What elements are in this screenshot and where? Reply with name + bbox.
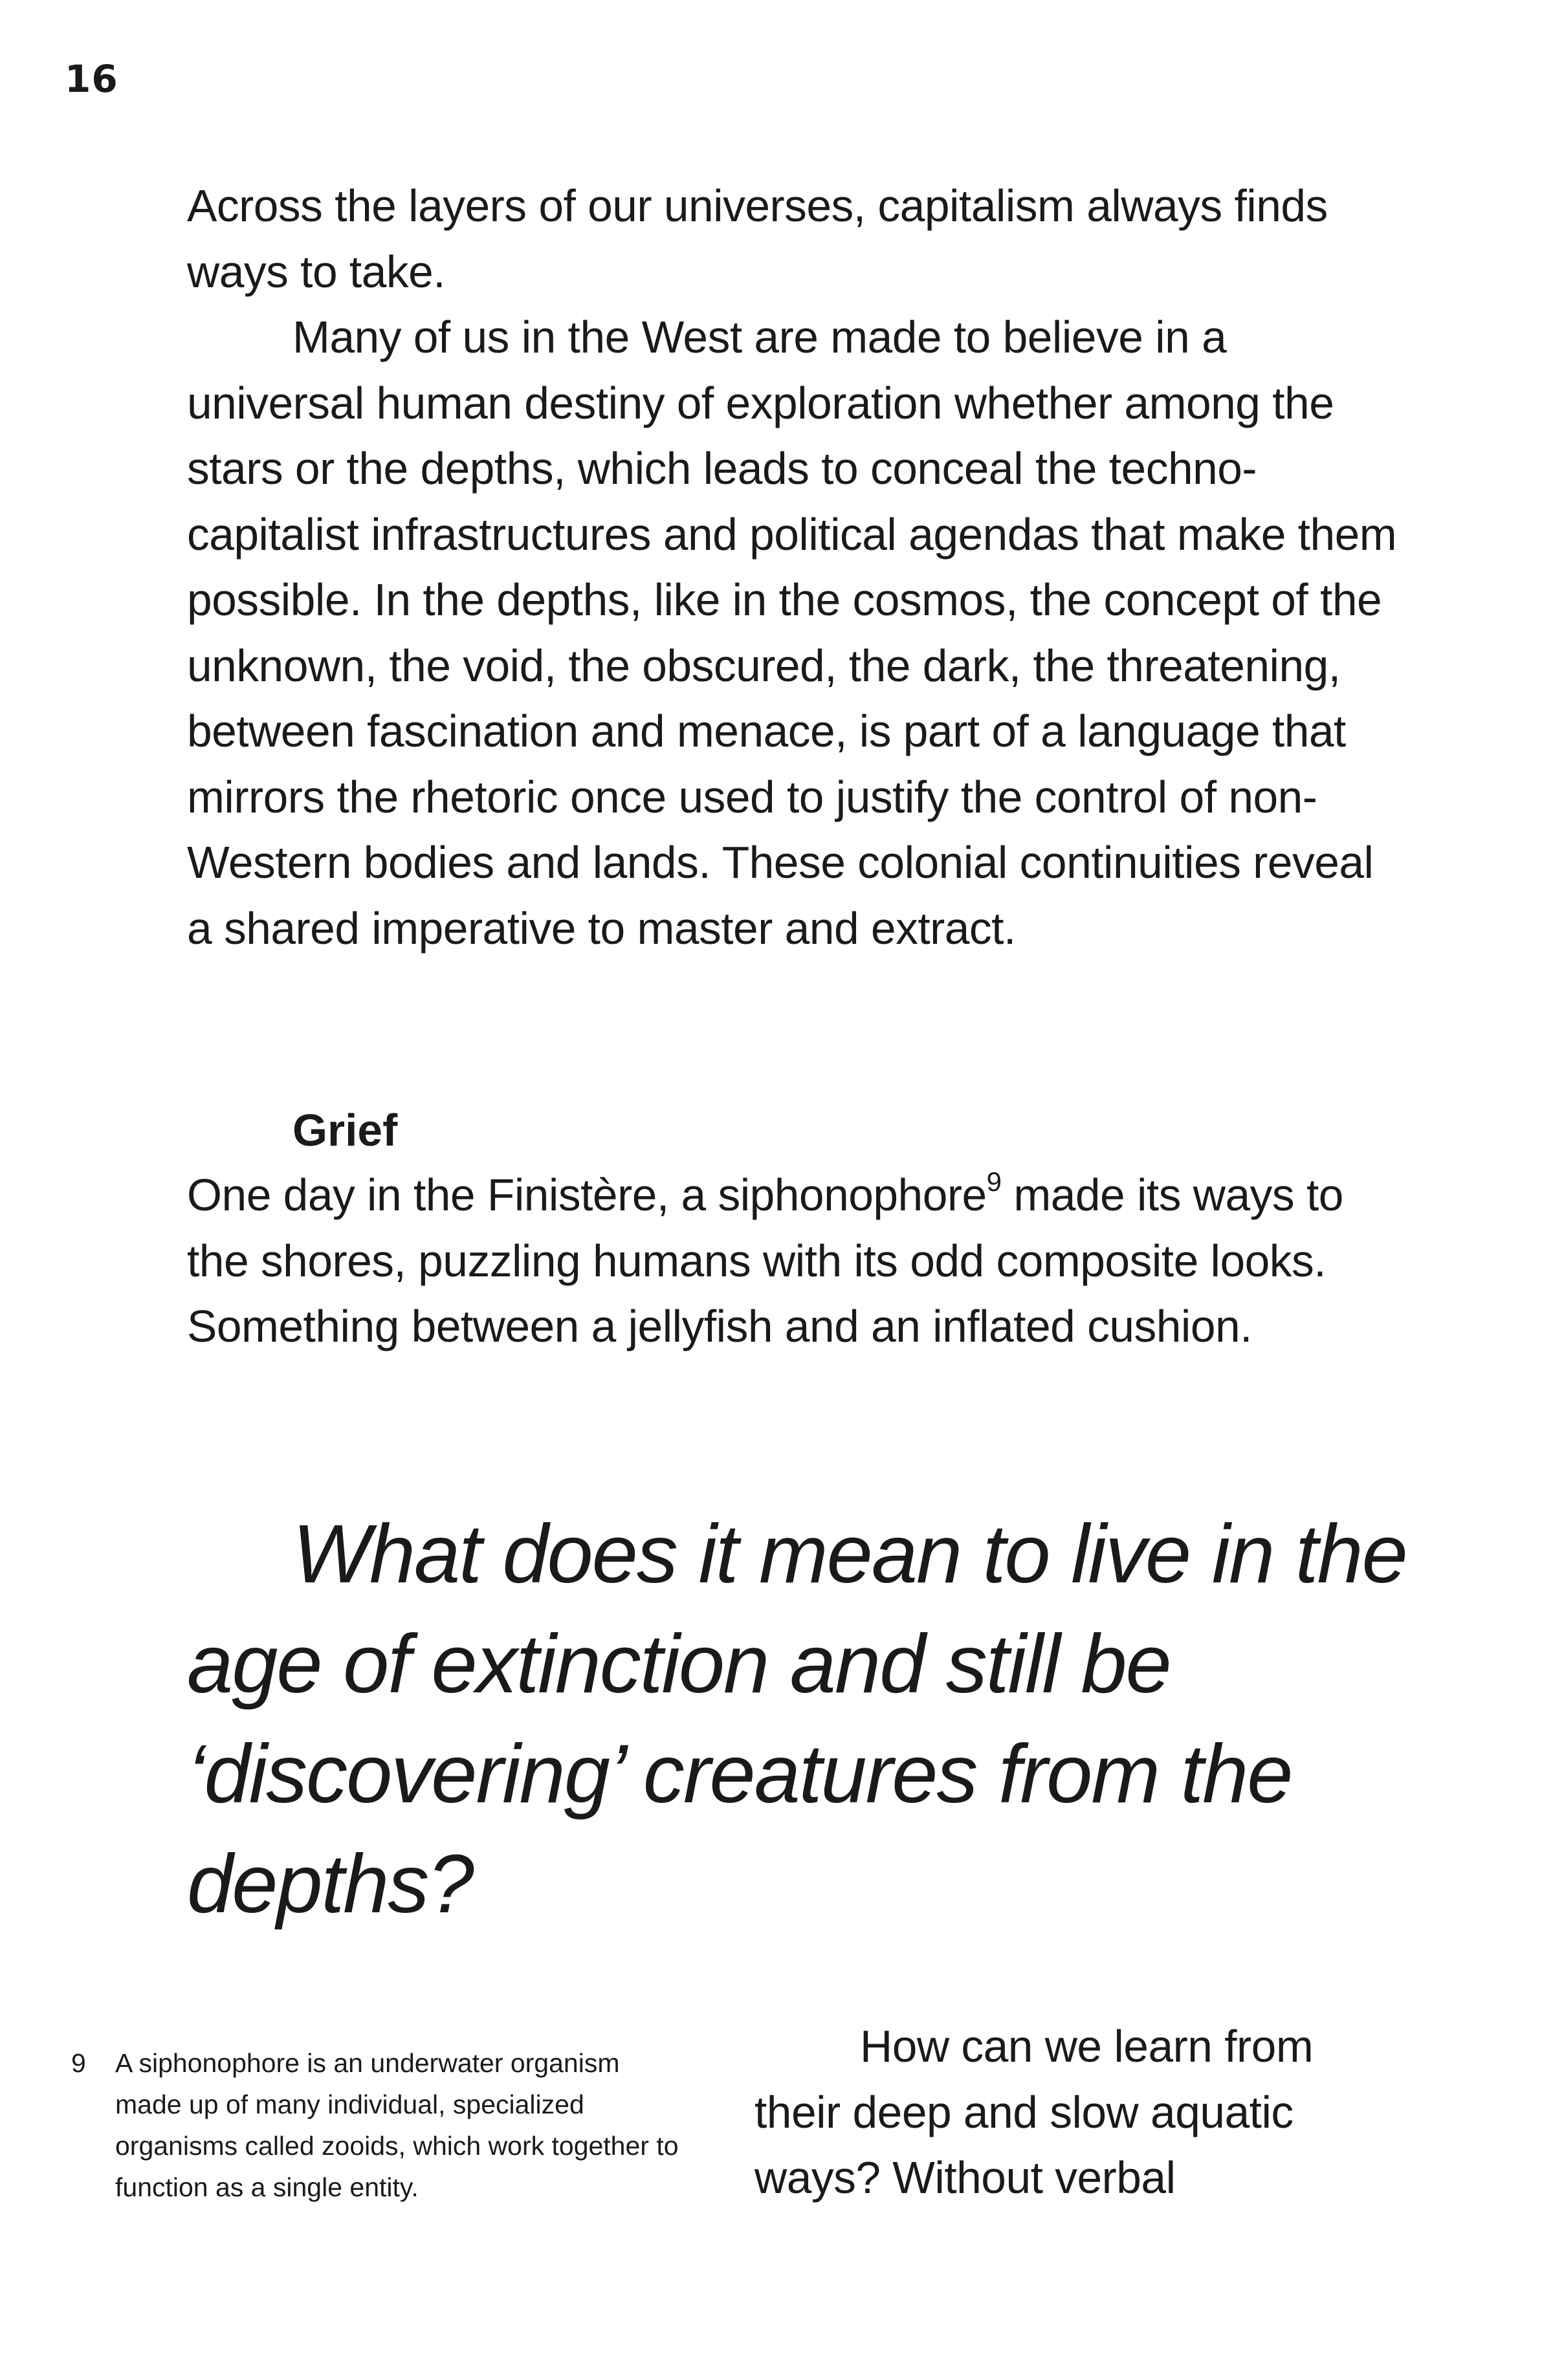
body-paragraph-2: Many of us in the West are made to believe in a universal human destiny of exploration whether among the stars or the depths, which leads to conceal the techno-capitalist infrastructures and political agendas that make them possible. In the depths, like in the cosmos, the concept of the unknown, the void, the obscured, the dark, the threatening, between fascination and menace, is part of a language that mirrors the rhetoric once used to justify the control of non-Western bodies and lands. These colonial continuities reveal a shared imperative to master and extract.: [187, 312, 1397, 954]
footnote-text: A siphonophore is an underwater organism made up of many individual, specialized organisms called zooids, which work together to function as a single entity.: [115, 2048, 679, 2202]
pull-quote: What does it mean to live in the age of extinction and still be ‘discovering’ creatures from the depths?: [187, 1508, 1407, 1930]
continuation-paragraph: How can we learn from their deep and slow aquatic ways? Without verbal: [754, 2021, 1314, 2203]
page-number: 16: [65, 57, 118, 101]
body-paragraph-3: [187, 1163, 1404, 1360]
footnote-number: 9: [71, 2048, 86, 2078]
footnote: [71, 2042, 679, 2208]
body-paragraph-1: Across the layers of our universes, capitalism always finds ways to take.: [187, 180, 1328, 297]
paragraph-text-before-note: One day in the Finistère, a siphonophore: [187, 1170, 987, 1220]
footnote-reference: 9: [986, 1166, 1002, 1197]
section-heading-grief: Grief: [292, 1105, 398, 1155]
paragraph-text-after-note: made its ways to the shores, puzzling humans with its odd composite looks. Something between a jellyfish and an inflated cushion.: [187, 1170, 1343, 1351]
